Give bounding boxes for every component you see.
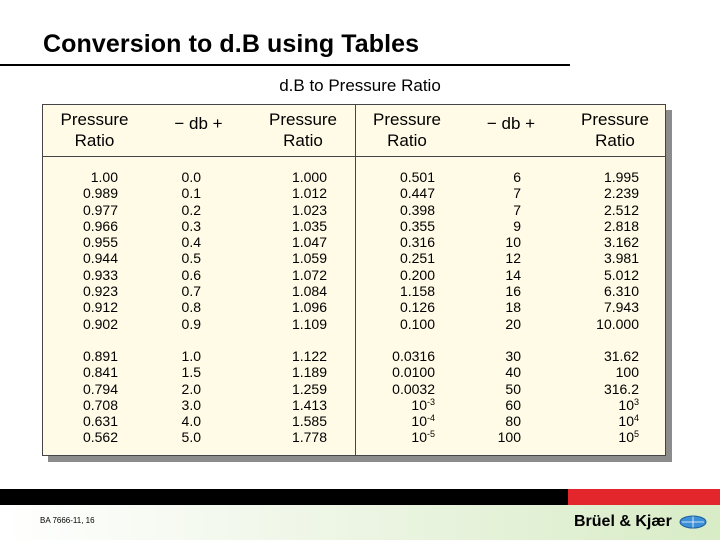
table-cell: 0.794 <box>82 380 118 397</box>
column-header <box>43 109 146 151</box>
brand-logo-icon <box>678 515 708 529</box>
table-cell: 0.966 <box>82 217 118 234</box>
brand-name: Brüel & Kjær <box>574 513 672 530</box>
table-cell: 0.126 <box>399 299 435 316</box>
cell-group <box>251 348 355 446</box>
table-cell: 7 <box>513 185 521 202</box>
table-cell: 4.0 <box>181 413 201 430</box>
table-cell: 6.310 <box>603 283 639 300</box>
table-cell: 5.012 <box>603 266 639 283</box>
cell-group <box>355 169 459 332</box>
table-cell: 20 <box>505 315 521 332</box>
cell-group <box>459 348 563 446</box>
table-cell: 1.084 <box>291 283 327 300</box>
table-cell: 1.072 <box>291 266 327 283</box>
column-header <box>251 109 355 151</box>
footer-bar-black <box>0 489 568 505</box>
table-cell: 1.047 <box>291 234 327 251</box>
table-cell: 10.000 <box>596 315 639 332</box>
table-cell: 0.3 <box>181 217 201 234</box>
title-rule <box>0 64 570 66</box>
table-cell: 1.259 <box>291 380 327 397</box>
table-cell: 0.562 <box>82 429 118 446</box>
table-cell: 0.912 <box>82 299 118 316</box>
table-cell: 1.023 <box>291 201 327 218</box>
column-header-line: Ratio <box>74 131 115 150</box>
table-cell: 0.9 <box>181 315 201 332</box>
table-cell: 0.944 <box>82 250 118 267</box>
column-header-line: Pressure <box>372 110 442 129</box>
table-cell: 3.981 <box>603 250 639 267</box>
table-cell: 5.0 <box>181 429 201 446</box>
column-header-line: Pressure <box>268 110 338 129</box>
footer-code: BA 7666-11, 16 <box>40 516 95 525</box>
cell-group <box>146 169 251 332</box>
table-cell: 0.1 <box>181 185 201 202</box>
table-column <box>563 105 667 455</box>
table-cell: 1.585 <box>291 413 327 430</box>
table-cell: 0.5 <box>181 250 201 267</box>
table-cell: 1.035 <box>291 217 327 234</box>
column-header-line: − db + <box>174 114 223 133</box>
cell-group <box>43 169 146 332</box>
table-cell: 0.398 <box>399 201 435 218</box>
table-column <box>43 105 146 455</box>
table-column <box>146 105 251 455</box>
column-header-line: Ratio <box>283 131 323 150</box>
table-cell: 1.778 <box>291 429 327 446</box>
table-cell: 1.995 <box>603 169 639 185</box>
table-cell: 0.891 <box>82 348 118 364</box>
column-header <box>563 109 667 151</box>
table-cell: $10^5$ <box>618 429 639 446</box>
footer-bar-red <box>568 489 720 505</box>
cell-group <box>563 348 667 446</box>
table-column <box>251 105 355 455</box>
column-header-line: Pressure <box>580 110 650 129</box>
column-header-line: Ratio <box>595 131 635 150</box>
table-cell: 100 <box>615 364 639 381</box>
table-cell: 1.158 <box>399 283 435 300</box>
table-cell: $10^3$ <box>618 396 639 413</box>
table-cell: 0.631 <box>82 413 118 430</box>
table-cell: $10^{-4}$ <box>411 413 435 430</box>
table-cell: 1.109 <box>291 315 327 332</box>
table-cell: 1.122 <box>291 348 327 364</box>
table-cell: 0.0 <box>181 169 201 185</box>
table-cell: 2.818 <box>603 217 639 234</box>
table-cell: 0.355 <box>399 217 435 234</box>
table-cell: 31.62 <box>603 348 639 364</box>
table-cell: 1.189 <box>291 364 327 381</box>
cell-group <box>251 169 355 332</box>
table-cell: 0.923 <box>82 283 118 300</box>
table-column <box>355 105 459 455</box>
table-cell: 60 <box>505 396 521 413</box>
table-cell: 18 <box>505 299 521 316</box>
table-cell: 0.955 <box>82 234 118 251</box>
table-cell: $10^4$ <box>618 413 639 430</box>
page-title: Conversion to d.B using Tables <box>43 30 420 58</box>
table-cell: 12 <box>505 250 521 267</box>
table-cell: 0.0032 <box>392 380 435 397</box>
table-cell: 0.0316 <box>392 348 435 364</box>
table-cell: 0.989 <box>82 185 118 202</box>
conversion-table <box>42 104 666 456</box>
table-cell: 16 <box>505 283 521 300</box>
table-cell: 0.200 <box>399 266 435 283</box>
column-header <box>459 113 563 134</box>
table-cell: 0.316 <box>399 234 435 251</box>
table-cell: 0.902 <box>82 315 118 332</box>
table-cell: 0.2 <box>181 201 201 218</box>
table-cell: 2.239 <box>603 185 639 202</box>
column-header-line: Pressure <box>60 110 129 129</box>
table-cell: 9 <box>513 217 521 234</box>
table-cell: 0.841 <box>82 364 118 381</box>
column-header-line: − db + <box>486 114 536 133</box>
table-cell: 1.000 <box>291 169 327 185</box>
table-cell: 7.943 <box>603 299 639 316</box>
column-header <box>146 113 251 134</box>
table-cell: 1.413 <box>291 396 327 413</box>
table-cell: 2.0 <box>181 380 201 397</box>
table-cell: 50 <box>505 380 521 397</box>
table-cell: 316.2 <box>603 380 639 397</box>
table-cell: 3.162 <box>603 234 639 251</box>
table-cell: 0.501 <box>399 169 435 185</box>
table-cell: 0.977 <box>82 201 118 218</box>
table-cell: 0.0100 <box>392 364 435 381</box>
table-column <box>459 105 563 455</box>
table-cell: 40 <box>505 364 521 381</box>
table-cell: 0.100 <box>399 315 435 332</box>
table-cell: 1.012 <box>291 185 327 202</box>
table-cell: 7 <box>513 201 521 218</box>
column-header-line: Ratio <box>387 131 427 150</box>
table-cell: 0.7 <box>181 283 201 300</box>
table-cell: 6 <box>513 169 521 185</box>
table-cell: $10^{-3}$ <box>411 396 435 413</box>
table-cell: 1.0 <box>181 348 201 364</box>
table-cell: $10^{-5}$ <box>411 429 435 446</box>
table-cell: 1.096 <box>291 299 327 316</box>
table-cell: 0.251 <box>399 250 435 267</box>
cell-group <box>146 348 251 446</box>
table-cell: 0.708 <box>82 396 118 413</box>
table-cell: 0.8 <box>181 299 201 316</box>
table-cell: 10 <box>505 234 521 251</box>
cell-group <box>563 169 667 332</box>
column-header <box>355 109 459 151</box>
cell-group <box>355 348 459 446</box>
table-cell: 2.512 <box>603 201 639 218</box>
table-cell: 0.4 <box>181 234 201 251</box>
table-cell: 0.933 <box>82 266 118 283</box>
cell-group <box>43 348 146 446</box>
table-subtitle: d.B to Pressure Ratio <box>279 76 441 95</box>
table-cell: 100 <box>497 429 521 446</box>
table-cell: 3.0 <box>181 396 201 413</box>
table-cell: 0.447 <box>399 185 435 202</box>
table-cell: 1.00 <box>90 169 118 185</box>
table-cell: 1.059 <box>291 250 327 267</box>
table-cell: 0.6 <box>181 266 201 283</box>
table-cell: 14 <box>505 266 521 283</box>
table-cell: 30 <box>505 348 521 364</box>
table-cell: 1.5 <box>181 364 201 381</box>
table-cell: 80 <box>505 413 521 430</box>
cell-group <box>459 169 563 332</box>
